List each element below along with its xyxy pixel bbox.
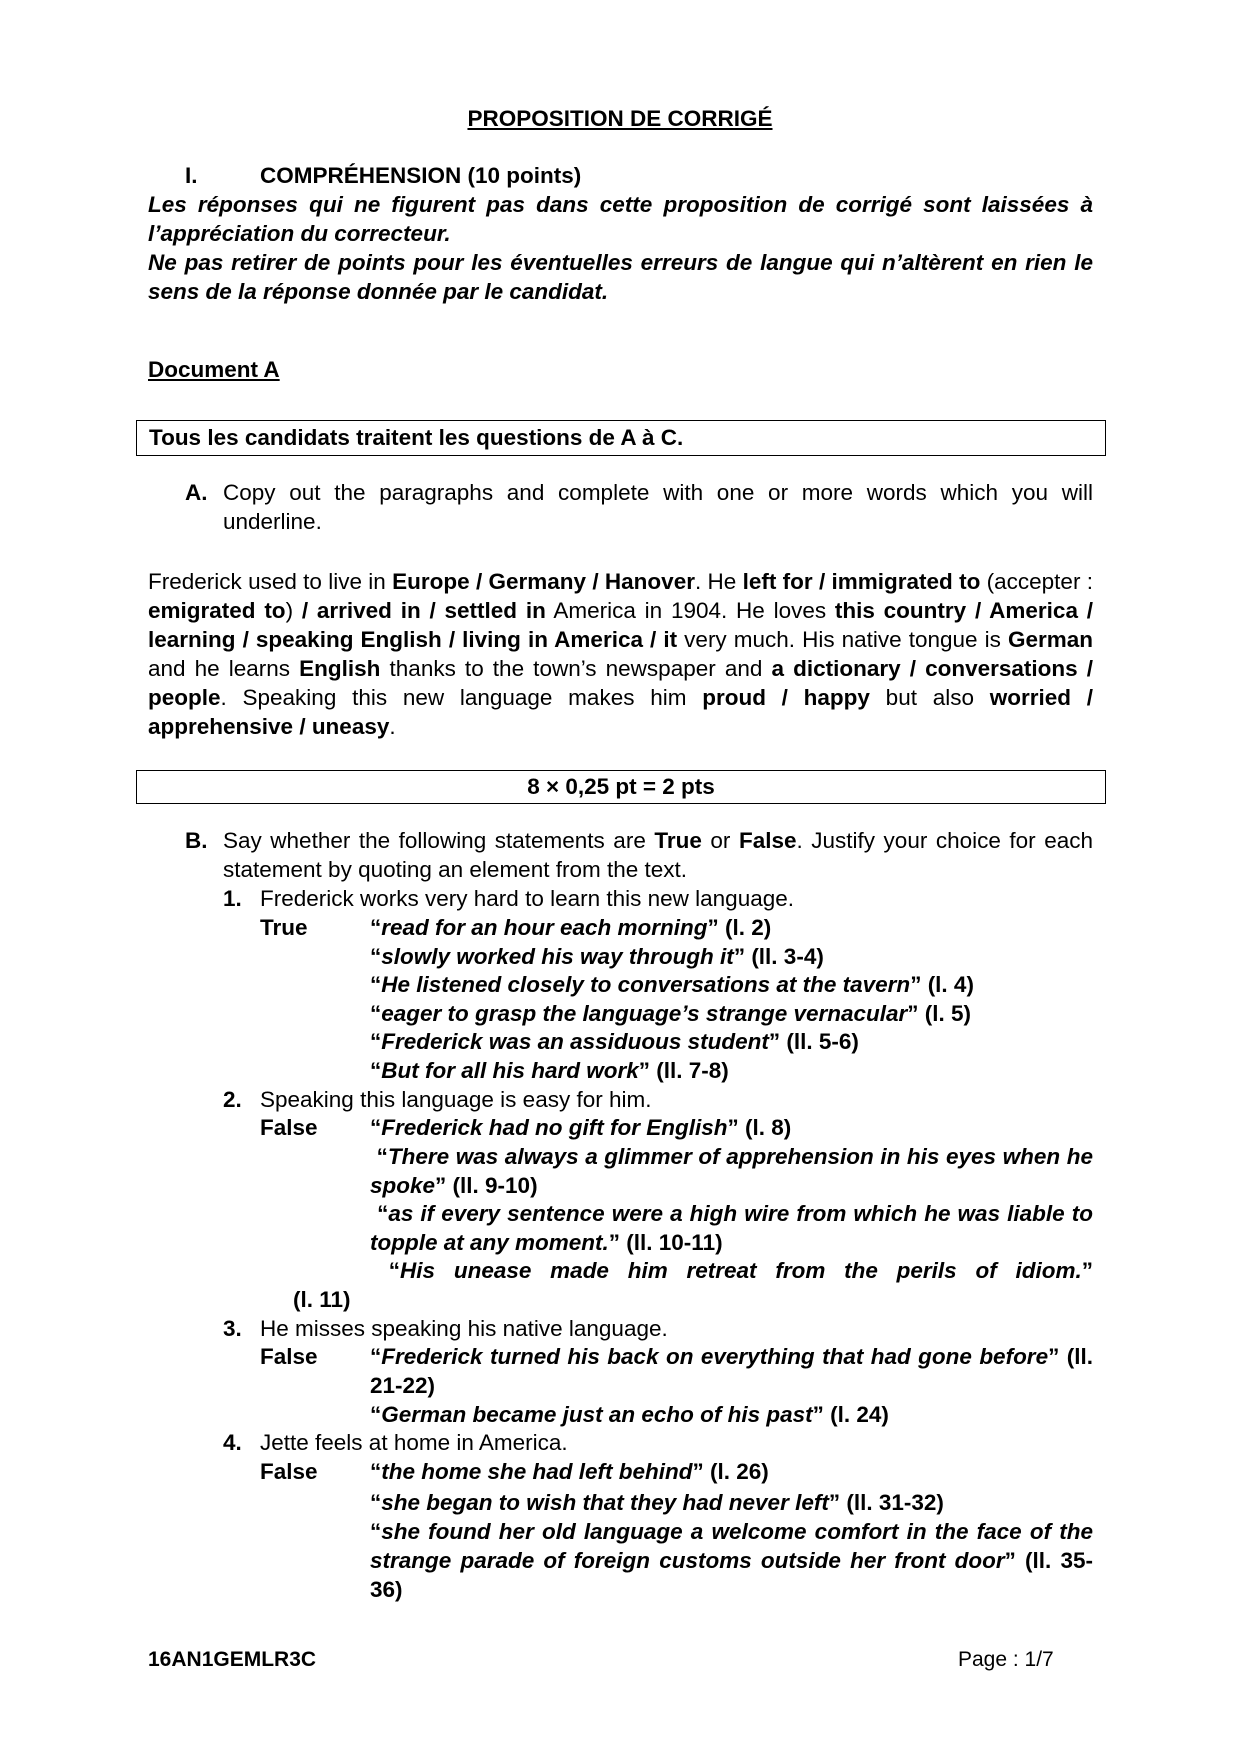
answer-keyword: a dictionary / conversations / people <box>148 656 1093 710</box>
statement-number: 1. <box>223 886 242 911</box>
section-number: I. <box>185 163 198 188</box>
paragraph-text: America in 1904. He loves <box>545 598 835 623</box>
paragraph-text: . <box>389 714 396 739</box>
statement-text: He misses speaking his native language. <box>260 1316 668 1341</box>
paragraph-text: very much. His native tongue is <box>677 627 1008 652</box>
answer-keyword: emigrated to <box>148 598 286 623</box>
quote-text: German became just an echo of his past <box>381 1402 813 1427</box>
quote: “slowly worked his way through it” (ll. 3-4) <box>370 944 824 969</box>
quote-text: There was always a glimmer of apprehension in his eyes when he spoke <box>370 1144 1093 1198</box>
line-ref: (ll. 21-22) <box>370 1344 1093 1398</box>
answer-keyword: False <box>738 828 797 853</box>
answer-keyword: proud / happy <box>702 685 870 710</box>
quote: “as if every sentence were a high wire from which he was liable to topple at any moment.” (ll. 10-11) <box>370 1201 1093 1255</box>
line-ref: (ll. 5-6) <box>780 1029 859 1054</box>
quote-text: she began to wish that they had never left <box>381 1490 829 1515</box>
quote: “German became just an echo of his past” (l. 24) <box>370 1402 889 1427</box>
quote-text: slowly worked his way through it <box>381 944 734 969</box>
line-ref: (l. 8) <box>738 1115 792 1140</box>
quote-text: the home she had left behind <box>381 1459 693 1484</box>
section-title: COMPRÉHENSION (10 points) <box>260 163 582 188</box>
answer-keyword: English <box>299 656 381 681</box>
line-ref: (ll. 3-4) <box>745 944 824 969</box>
quote: “Frederick was an assiduous student” (ll. 5-6) <box>370 1029 859 1054</box>
answer-keyword: True <box>654 828 702 853</box>
answer-paragraph-a <box>148 567 1093 741</box>
statement-answer: False <box>260 1344 318 1369</box>
line-ref: (l. 4) <box>921 972 974 997</box>
quote-text: Frederick had no gift for English <box>381 1115 728 1140</box>
quote: “she began to wish that they had never left” (ll. 31-32) <box>370 1490 944 1515</box>
quote: “eager to grasp the language’s strange vernacular” (l. 5) <box>370 1001 972 1026</box>
quote: “Frederick turned his back on everything that had gone before” (ll. 21-22) <box>370 1344 1093 1398</box>
paragraph-text: . Justify your choice for each statement by quoting an element from the text. <box>223 828 1093 882</box>
paragraph-text: Frederick used to live in <box>148 569 393 594</box>
paragraph-text: or <box>701 828 739 853</box>
line-ref: (l. 2) <box>718 915 772 940</box>
line-ref: (l. 26) <box>703 1459 769 1484</box>
line-ref: (l. 11) <box>293 1287 351 1312</box>
statement-text: Jette feels at home in America. <box>260 1430 568 1455</box>
statement-answer: False <box>260 1459 318 1484</box>
question-a-letter: A. <box>185 480 208 505</box>
line-ref: (l. 24) <box>823 1402 889 1427</box>
quote: “But for all his hard work” (ll. 7-8) <box>370 1058 729 1083</box>
paragraph-text: thanks to the town’s newspaper and <box>380 656 772 681</box>
quote-text: read for an hour each morning <box>381 915 708 940</box>
statement-answer: True <box>260 915 308 940</box>
paragraph-text: . He <box>694 569 743 594</box>
instruction-line: Ne pas retirer de points pour les éventuelles erreurs de langue qui n’altèrent en rien le sens de la réponse donnée par le candidat. <box>148 250 1093 304</box>
statement-number: 4. <box>223 1430 242 1455</box>
quote: “His unease made him retreat from the perils of idiom.” <box>370 1258 1093 1283</box>
question-b-letter: B. <box>185 828 208 853</box>
page-title: PROPOSITION DE CORRIGÉ <box>467 106 773 131</box>
quote: “There was always a glimmer of apprehension in his eyes when he spoke” (ll. 9-10) <box>370 1144 1093 1198</box>
quote-text: Frederick was an assiduous student <box>381 1029 769 1054</box>
page-number: Page : 1/7 <box>958 1648 1054 1671</box>
quote: “He listened closely to conversations at the tavern” (l. 4) <box>370 972 974 997</box>
line-ref: (ll. 10-11) <box>620 1230 723 1255</box>
line-ref: (ll. 9-10) <box>446 1173 538 1198</box>
quote-text: she found her old language a welcome comfort in the face of the strange parade of foreign customs outside her front door <box>370 1519 1093 1573</box>
quote-text: But for all his hard work <box>381 1058 639 1083</box>
statement-number: 3. <box>223 1316 242 1341</box>
points-box <box>136 770 1106 804</box>
quote: “the home she had left behind” (l. 26) <box>370 1459 769 1484</box>
quote: “Frederick had no gift for English” (l. 8) <box>370 1115 792 1140</box>
line-ref: (ll. 31-32) <box>840 1490 944 1515</box>
answer-keyword: this country / America / learning / speaking English / living in America / it <box>148 598 1093 652</box>
grading-instructions <box>148 190 1093 306</box>
quote-text: Frederick turned his back on everything that had gone before <box>381 1344 1049 1369</box>
paragraph-text: Say whether the following statements are <box>223 828 655 853</box>
line-ref: (ll. 7-8) <box>650 1058 729 1083</box>
paragraph-text: ) <box>285 598 302 623</box>
line-ref: (l. 5) <box>918 1001 972 1026</box>
candidates-box <box>136 420 1106 456</box>
quote-text: His unease made him retreat from the perils of idiom. <box>400 1258 1082 1283</box>
document-label: Document A <box>148 357 280 382</box>
answer-keyword: Europe / Germany / Hanover <box>392 569 695 594</box>
quote-text: eager to grasp the language’s strange vernacular <box>381 1001 908 1026</box>
answer-keyword: / arrived in / settled in <box>301 598 546 623</box>
instruction-line: Les réponses qui ne figurent pas dans cette proposition de corrigé sont laissées à l’appréciation du correcteur. <box>148 192 1093 246</box>
candidates-box-text: Tous les candidats traitent les questions de A à C. <box>149 425 684 450</box>
statement-text: Speaking this language is easy for him. <box>260 1087 652 1112</box>
quote: “she found her old language a welcome comfort in the face of the strange parade of foreign customs outside her front door” (ll. 35-36) <box>370 1519 1093 1602</box>
paragraph-text: (accepter : <box>980 569 1093 594</box>
statement-text: Frederick works very hard to learn this new language. <box>260 886 795 911</box>
question-a-text: Copy out the paragraphs and complete with one or more words which you will underline. <box>223 480 1093 534</box>
answer-keyword: worried / apprehensive / uneasy <box>148 685 1093 739</box>
document-code: 16AN1GEMLR3C <box>148 1648 317 1671</box>
quote: “read for an hour each morning” (l. 2) <box>370 915 772 940</box>
points-box-text: 8 × 0,25 pt = 2 pts <box>527 774 715 799</box>
line-ref: (ll. 35-36) <box>370 1548 1093 1602</box>
quote-text: as if every sentence were a high wire from which he was liable to topple at any moment. <box>370 1201 1093 1255</box>
answer-keyword: left for / immigrated to <box>742 569 981 594</box>
question-b-text <box>223 826 1093 884</box>
answer-keyword: German <box>1007 627 1093 652</box>
statement-number: 2. <box>223 1087 242 1112</box>
statement-answer: False <box>260 1115 318 1140</box>
paragraph-text: and he learns <box>148 656 300 681</box>
paragraph-text: but also <box>869 685 990 710</box>
paragraph-text: . Speaking this new language makes him <box>220 685 703 710</box>
quote-text: He listened closely to conversations at the tavern <box>381 972 911 997</box>
